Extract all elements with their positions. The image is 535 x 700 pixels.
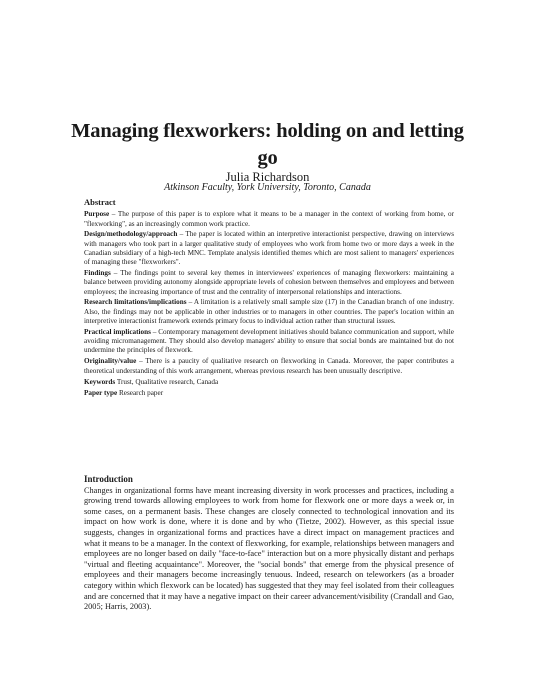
paper-type-label: Paper type <box>84 389 118 398</box>
limitations-text: – A limitation is a relatively small sample size (17) in the Canadian branch of one industry. Also, the findings may not be applicable in other industries or to managers in other countries. The paper's location within an interpretive interactionist framework extends primary focus to individual action rather than structural issues. <box>84 298 454 326</box>
practical-text: – Contemporary management development initiatives should balance communication and support, while avoiding micromanagement. They should also develop managers' ability to ensure that social bonds are maintained but do not undermine the principles of flexwork. <box>84 327 454 355</box>
author-name: Julia Richardson <box>225 170 310 184</box>
keywords-text: Trust, Qualitative research, Canada <box>115 377 219 386</box>
paper-title: Managing flexworkers: holding on and letting go <box>71 120 464 169</box>
introduction-body: Changes in organizational forms have meant increasing diversity in work processes and practices, including a growing trend towards allowing employees to work from home for flexwork one or more days a week or, in some cases, on a permanent basis. These changes are closely connected to technological innovation and its impact on how work is done, where it is done and by who (Tietze, 2002). However, as this special issue suggests, changes in organizational forms and practices have a direct impact on management practices and what it means to be a manager. In the context of flexworking, for example, relationships between managers and employees are no longer based on daily "face-to-face" interaction but on a more physically distant and perhaps "virtual and fleeting acquaintance". Moreover, the "social bonds" that emerge from the physical presence of employees and their managers become increasingly tenuous. Indeed, research on teleworkers (as a broader category within which flexwork can be located) has suggested that they may feel isolated from their colleagues and are concerned that it may have a negative impact on their career advancement/visibility (Crandall and Gao, 2005; Harris, 2003). <box>84 485 455 612</box>
findings-label: Findings <box>84 269 111 278</box>
design-label: Design/methodology/approach <box>84 230 178 239</box>
abstract-purpose <box>84 210 454 229</box>
paper-type-text: Research paper <box>117 389 164 398</box>
abstract-practical <box>84 328 454 356</box>
author-affiliation: Atkinson Faculty, York University, Toronto, Canada <box>164 182 371 193</box>
abstract-keywords <box>84 378 454 387</box>
limitations-label: Research limitations/implications <box>84 298 187 307</box>
abstract-paper-type <box>84 389 454 398</box>
abstract-originality <box>84 357 454 376</box>
abstract-findings <box>84 269 454 297</box>
keywords-label: Keywords <box>84 377 116 386</box>
purpose-text: – The purpose of this paper is to explore what it means to be a manager in the context of working from home, or "flexworking", as an increasingly common work practice. <box>84 210 454 228</box>
purpose-label: Purpose <box>84 210 110 219</box>
originality-text: – There is a paucity of qualitative research on flexworking in Canada. Moreover, the paper contributes a theoretical understanding of this work arrangement, whereas previous research has been unusually descriptive. <box>84 357 454 375</box>
introduction-section <box>84 474 454 613</box>
abstract-limitations <box>84 298 454 326</box>
originality-label: Originality/value <box>84 357 137 366</box>
abstract-section <box>84 198 454 400</box>
practical-label: Practical implications <box>84 327 151 336</box>
introduction-heading: Introduction <box>84 474 133 484</box>
design-text: – The paper is located within an interpretive interactionist perspective, drawing on interviews with managers who took part in a larger qualitative study of employees who work from home two or more days a week in the Canadian subsidiary of a high-tech MNC. Template analysis identified themes which are most salient to managers' experiences of managing these "flexworkers". <box>84 230 454 267</box>
abstract-heading: Abstract <box>84 197 116 207</box>
findings-text: – The findings point to several key themes in interviewees' experiences of managing flexworkers: maintaining a balance between providing autonomy alongside appropriate levels of cohesion between themselves and employees and between employees; the increasing importance of trust and the centrality of interpersonal relationships and interactions. <box>84 269 454 296</box>
abstract-design <box>84 230 454 267</box>
